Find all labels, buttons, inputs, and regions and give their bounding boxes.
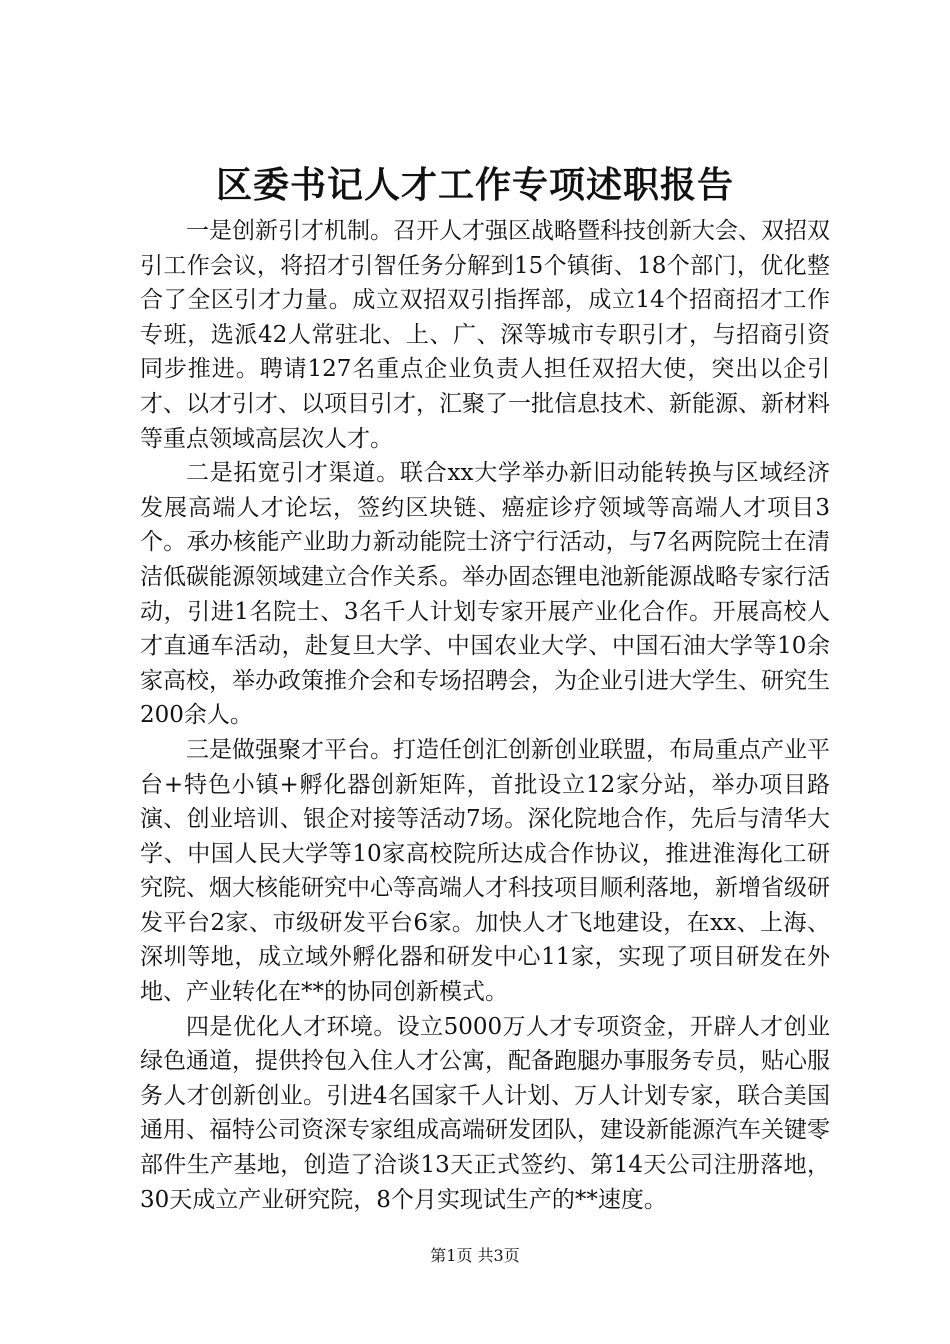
paragraph-4: 四是优化人才环境。设立5000万人才专项资金，开辟人才创业绿色通道，提供拎包入住人才公寓，配备跑腿办事服务专员，贴心服务人才创新创业。引进4名国家千人计划、万人计划专家，联合美国通用、福特公司资深专家组成高端研发团队，建设新能源汽车关键零部件生产基地，创造了洽谈13天正式签约、第14天公司注册落地，30天成立产业研究院，8个月实现试生产的**速度。 <box>140 1013 830 1213</box>
document-title: 区委书记人才工作专项述职报告 <box>215 164 734 206</box>
paragraph-2: 二是拓宽引才渠道。联合xx大学举办新旧动能转换与区域经济发展高端人才论坛，签约区块链、癌症诊疗领域等高端人才项目3个。承办核能产业助力新动能院士济宁行活动，与7名两院院士在清洁低碳能源领域建立合作关系。举办固态锂电池新能源战略专家行活动，引进1名院士、3名千人计划专家开展产业化合作。开展高校人才直通车活动，赴复旦大学、中国农业大学、中国石油大学等10余家高校，举办政策推介会和专场招聘会，为企业引进大学生、研究生200余人。 <box>140 460 830 729</box>
page-footer: 第1页 共3页 <box>430 1246 520 1265</box>
paragraph-3: 三是做强聚才平台。打造任创汇创新创业联盟，布局重点产业平台+特色小镇+孵化器创新矩阵，首批设立12家分站，举办项目路演、创业培训、银企对接等活动7场。深化院地合作，先后与清华大学、中国人民大学等10家高校院所达成合作协议，推进淮海化工研究院、烟大核能研究中心等高端人才科技项目顺利落地，新增省级研发平台2家、市级研发平台6家。加快人才飞地建设，在xx、上海、深圳等地，成立域外孵化器和研发中心11家，实现了项目研发在外地、产业转化在**的协同创新模式。 <box>140 736 830 1006</box>
document-body <box>140 214 830 1217</box>
paragraph-1: 一是创新引才机制。召开人才强区战略暨科技创新大会、双招双引工作会议，将招才引智任务分解到15个镇街、18个部门，优化整合了全区引才力量。成立双招双引指挥部，成立14个招商招才工作专班，选派42人常驻北、上、广、深等城市专职引才，与招商引资同步推进。聘请127名重点企业负责人担任双招大使，突出以企引才、以才引才、以项目引才，汇聚了一批信息技术、新能源、新材料等重点领域高层次人才。 <box>140 218 830 452</box>
